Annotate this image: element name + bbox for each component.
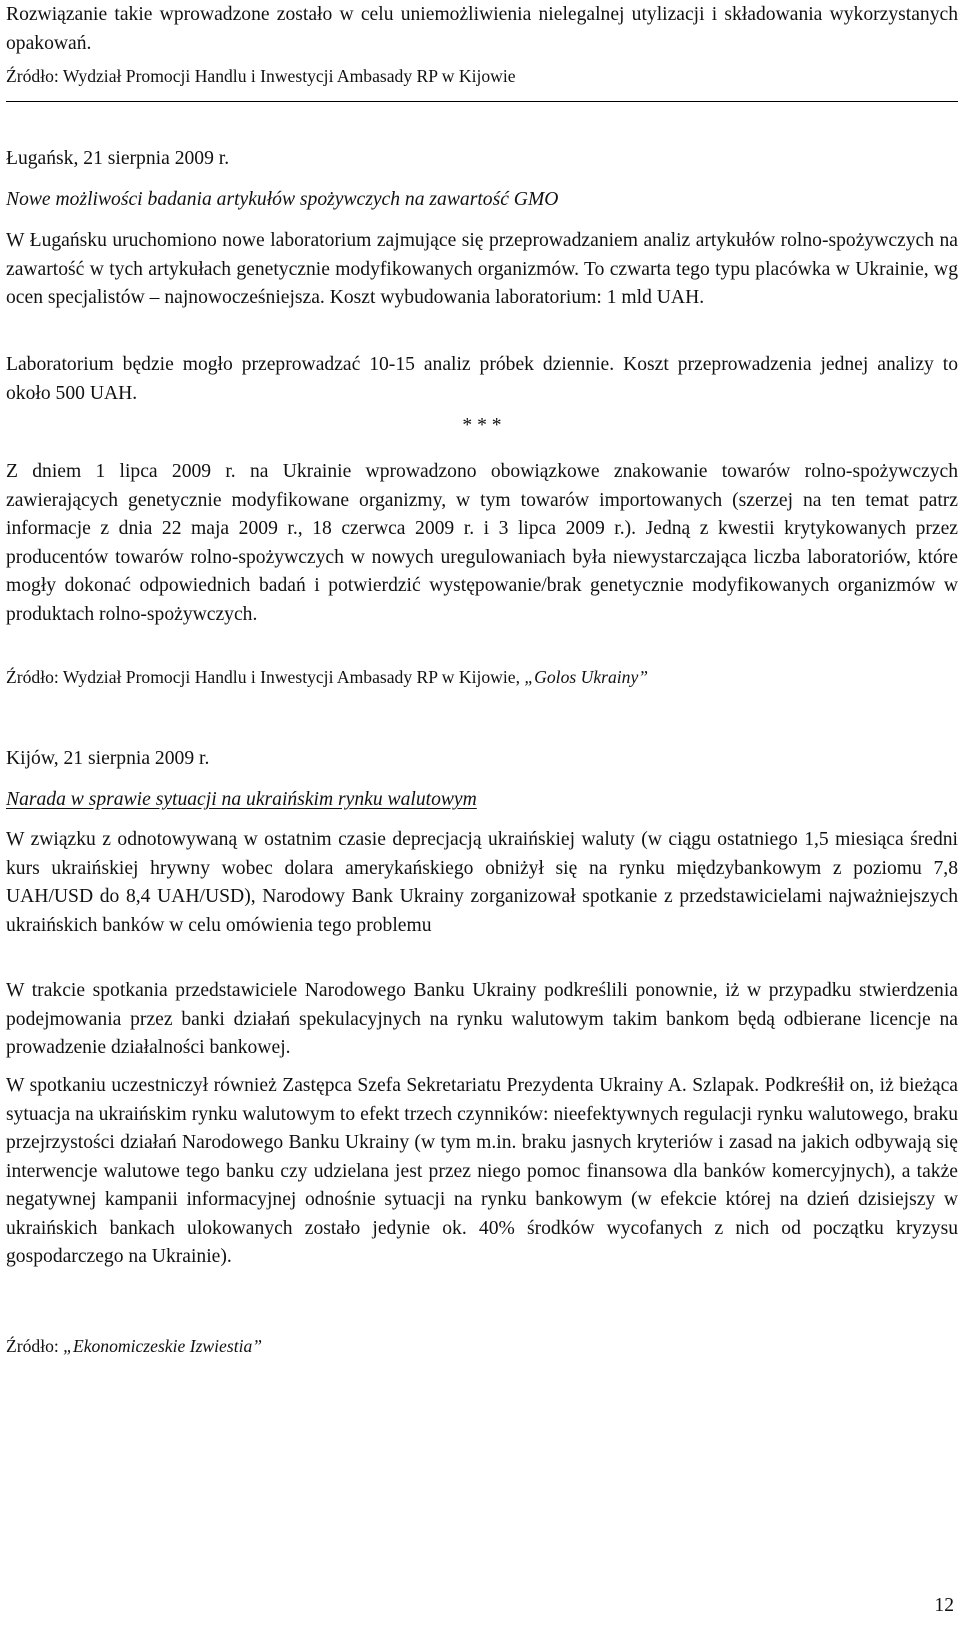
article2-paragraph-3: W spotkaniu uczestniczył również Zastępca Szefa Sekretariatu Prezydenta Ukrainy A. Szlapak. Podkreśłił on, iż bieżąca sytuacja na ukraińskim rynku walutowym to efekt trzech czynników: nieefektywnych regulacji rynku walutowego, braku przejrzystości działań Narodowego Banku Ukrainy (w tym m.in. braku jasnych kryteriów i zasad na jakich odbywają się interwencje walutowe tego banku czy udzielana jest przez niego pomoc finansowa dla banków komercyjnych), a także negatywnej kampanii informacyjnej odnośnie sytuacji na rynku bankowym (w efekcie której na dzień dzisiejszy w ukraińskich bankach ulokowanych zostało jedynie ok. 40% środków wycofanych z nich od początku kryzysu gospodarczego na Ukrainie). — [6, 1075, 958, 1267]
article2-source-prefix: Źródło: — [6, 1336, 64, 1356]
article2-title: Narada w sprawie sytuacji na ukraińskim rynku walutowym — [6, 789, 477, 810]
intro-source: Źródło: Wydział Promocji Handlu i Inwestycji Ambasady RP w Kijowie — [6, 66, 516, 86]
section-separator: * * * — [462, 415, 502, 436]
intro-paragraph: Rozwiązanie takie wprowadzone zostało w celu uniemożliwienia nielegalnej utylizacji i składowania wykorzystanych opakowań. — [6, 4, 958, 54]
section-divider — [6, 101, 958, 102]
article1-source-publication: „Golos Ukrainy” — [524, 667, 649, 687]
page-number: 12 — [934, 1595, 954, 1616]
article2-paragraph-1: W związku z odnotowywaną w ostatnim czasie deprecjacją ukraińskiej waluty (w ciągu ostatniego 1,5 miesiąca średni kurs ukraińskiej hrywny wobec dolara amerykańskiego obniżył się na rynku międzybankowym z poziomu 7,8 UAH/USD do 8,4 UAH/USD), Narodowy Bank Ukrainy zorganizował spotkanie z przedstawicielami najważniejszych ukraińskich banków w celu omówienia tego problemu — [6, 829, 958, 936]
article1-source-prefix: Źródło: Wydział Promocji Handlu i Inwestycji Ambasady RP w Kijowie, — [6, 667, 525, 687]
article1-paragraph-1: W Ługańsku uruchomiono nowe laboratorium zajmujące się przeprowadzaniem analiz artykułów rolno-spożywczych na zawartość w tych artykułach genetycznie modyfikowanych organizmów. To czwarta tego typu placówka w Ukrainie, wg ocen specjalistów – najnowocześniejsza. Koszt wybudowania laboratorium: 1 mld UAH. — [6, 230, 958, 308]
article1-paragraph-3: Z dniem 1 lipca 2009 r. na Ukrainie wprowadzono obowiązkowe znakowanie towarów rolno-spożywczych zawierających genetycznie modyfikowane organizmy, w tym towarów importowanych (szerzej na ten temat patrz informacje z dnia 22 maja 2009 r., 18 czerwca 2009 r. i 3 lipca 2009 r.). Jedną z kwestii krytykowanych przez producentów towarów rolno-spożywczych w nowych uregulowaniach była niewystarczająca liczba laboratoriów, które mogły dokonać odpowiednich badań i potwierdzić występowanie/brak genetycznie modyfikowanych organizmów w produktach rolno-spożywczych. — [6, 461, 958, 625]
article1-paragraph-2: Laboratorium będzie mogło przeprowadzać 10-15 analiz próbek dziennie. Koszt przeprowadzenia jednej analizy to około 500 UAH. — [6, 354, 958, 404]
article2-dateline: Kijów, 21 sierpnia 2009 r. — [6, 748, 210, 769]
article2-source — [6, 1334, 262, 1358]
article2-paragraph-2: W trakcie spotkania przedstawiciele Narodowego Banku Ukrainy podkreślili ponownie, iż w przypadku stwierdzenia podejmowania przez banki działań spekulacyjnych na rynku walutowym takim bankom będą odbierane licencje na prowadzenie działalności bankowej. — [6, 980, 958, 1058]
article1-title: Nowe możliwości badania artykułów spożywczych na zawartość GMO — [6, 189, 559, 210]
article1-dateline: Ługańsk, 21 sierpnia 2009 r. — [6, 148, 230, 169]
article2-source-publication: „Ekonomiczeskie Izwiestia” — [63, 1336, 263, 1356]
article1-source — [6, 665, 648, 689]
